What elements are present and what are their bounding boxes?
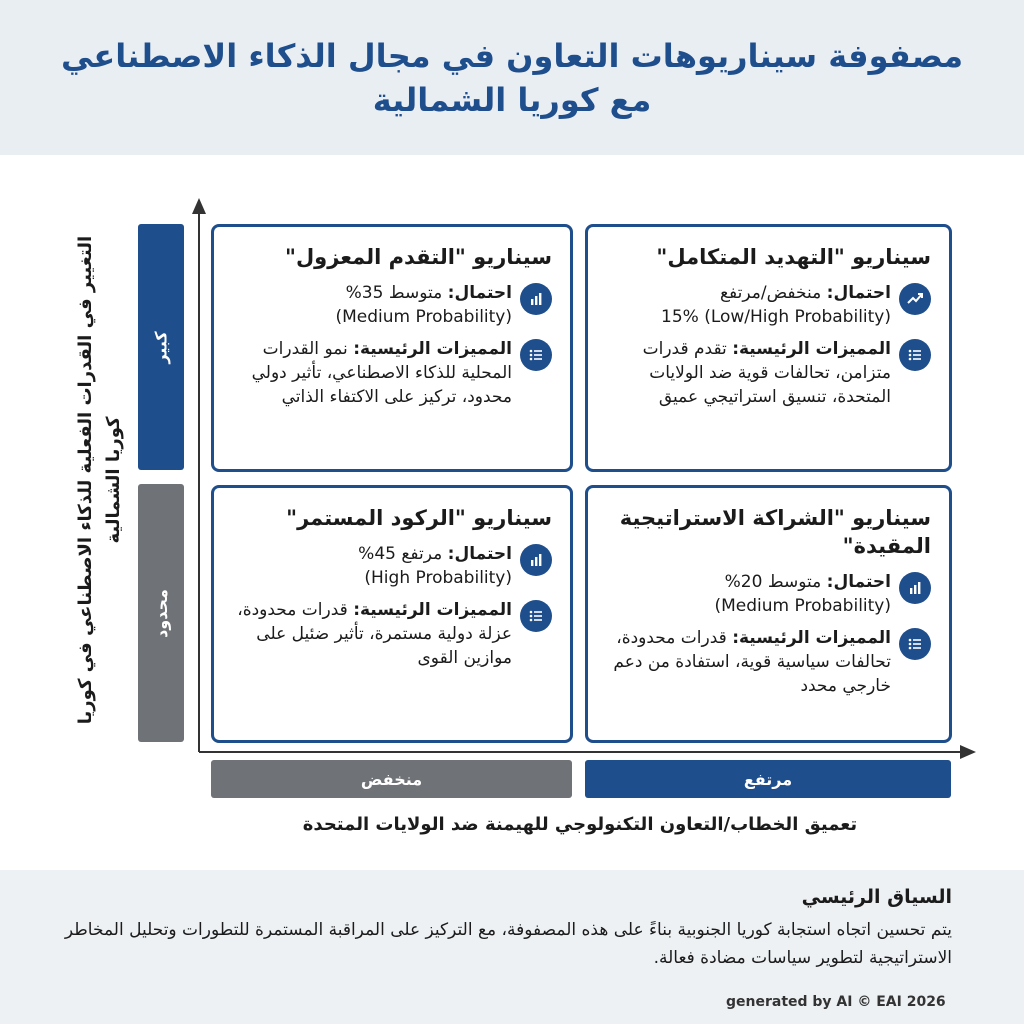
features-text: قدرات محدودة، عزلة دولية مستمرة، تأثير ضئيل على موازين القوى — [237, 600, 512, 668]
bar-chart-icon — [520, 544, 552, 576]
probability-row — [606, 570, 931, 618]
y-band-high-label: كبير — [151, 330, 171, 364]
bar-chart-icon — [520, 283, 552, 315]
trend-up-icon — [899, 283, 931, 315]
x-band-low: منخفض — [211, 760, 572, 798]
probability-row — [232, 281, 552, 329]
quadrant-restricted-partnership — [585, 485, 952, 743]
y-axis-arrow — [192, 198, 206, 214]
features-label: المميزات الرئيسية: — [732, 628, 891, 648]
probability-value: متوسط 20% — [724, 572, 822, 592]
probability-value: متوسط 35% — [345, 283, 443, 303]
probability-label: احتمال: — [826, 283, 891, 303]
x-band-high: مرتفع — [585, 760, 951, 798]
list-icon — [899, 628, 931, 660]
x-axis-arrow — [960, 745, 976, 759]
probability-label: احتمال: — [447, 544, 512, 564]
quadrant-title: سيناريو "التهديد المتكامل" — [656, 245, 931, 269]
features-row — [232, 598, 552, 670]
quadrant-title: سيناريو "الركود المستمر" — [286, 506, 552, 530]
probability-english: 15% (Low/High Probability) — [661, 307, 891, 327]
quadrant-title: سيناريو "الشراكة الاستراتيجية المقيدة" — [619, 506, 931, 558]
features-text: قدرات محدودة، تحالفات سياسية قوية، استفادة من دعم خارجي محدد — [613, 628, 891, 696]
page-title-line-2: مع كوريا الشمالية — [372, 80, 652, 119]
footer-credit: generated by AI © EAI 2026 — [726, 994, 946, 1010]
quadrant-continued-stagnation — [211, 485, 573, 743]
quadrant-title: سيناريو "التقدم المعزول" — [285, 245, 552, 269]
x-axis-label: تعميق الخطاب/التعاون التكنولوجي للهيمنة ضد الولايات المتحدة — [302, 814, 858, 835]
probability-row — [232, 542, 552, 590]
features-text: نمو القدرات المحلية للذكاء الاصطناعي، تأثير دولي محدود، تركيز على الاكتفاء الذاتي — [251, 339, 512, 407]
probability-label: احتمال: — [826, 572, 891, 592]
probability-english: (High Probability) — [364, 568, 512, 588]
y-axis-label-line-2: كوريا الشمالية — [103, 416, 124, 544]
features-text: تقدم قدرات متزامن، تحالفات قوية ضد الولايات المتحدة، تنسيق استراتيجي عميق — [642, 339, 891, 407]
context-title: السياق الرئيسي — [801, 886, 952, 908]
context-body: يتم تحسين اتجاه استجابة كوريا الجنوبية بناءً على هذه المصفوفة، مع التركيز على المراقبة المستمرة للتطورات وتحليل المخاطر الاستراتيجية لتطوير سياسات مضادة فعالة. — [64, 920, 952, 968]
features-row — [232, 337, 552, 409]
y-axis-label-line-1: التغيير في القدرات الفعلية للذكاء الاصطناعي في كوريا — [75, 235, 96, 725]
list-icon — [899, 339, 931, 371]
probability-english: (Medium Probability) — [335, 307, 512, 327]
probability-value: منخفض/مرتفع — [720, 283, 822, 303]
probability-value: مرتفع 45% — [358, 544, 443, 564]
probability-english: (Medium Probability) — [714, 596, 891, 616]
quadrant-isolated-progress — [211, 224, 573, 472]
y-band-low-label: محدود — [151, 588, 171, 638]
features-label: المميزات الرئيسية: — [353, 600, 512, 620]
list-icon — [520, 339, 552, 371]
probability-label: احتمال: — [447, 283, 512, 303]
features-row — [606, 626, 931, 698]
features-label: المميزات الرئيسية: — [353, 339, 512, 359]
bar-chart-icon — [899, 572, 931, 604]
page-title-line-1: مصفوفة سيناريوهات التعاون في مجال الذكاء الاصطناعي — [60, 36, 964, 75]
probability-row — [606, 281, 931, 329]
features-row — [606, 337, 931, 409]
features-label: المميزات الرئيسية: — [732, 339, 891, 359]
list-icon — [520, 600, 552, 632]
quadrant-integrated-threat — [585, 224, 952, 472]
